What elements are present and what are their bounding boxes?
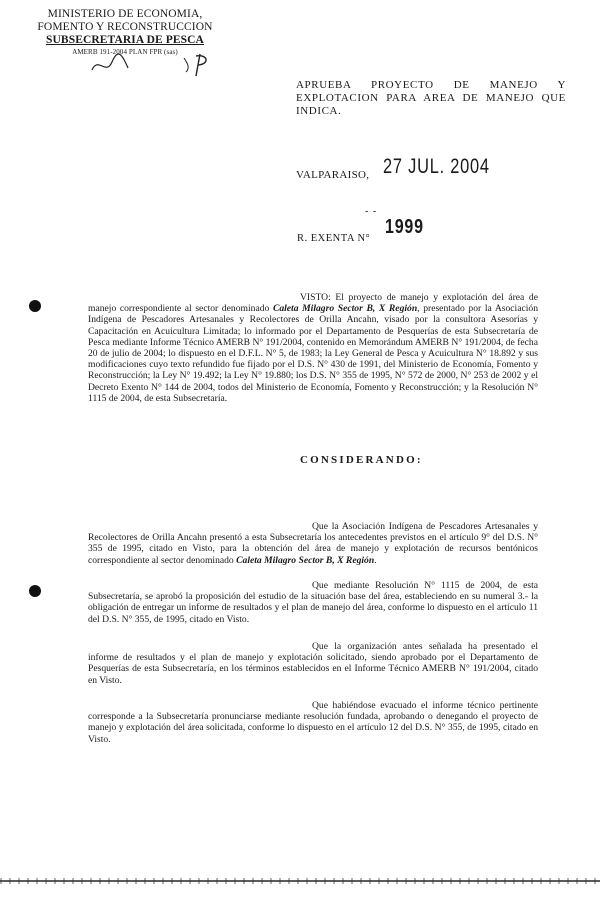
- resolution-number: 1999: [385, 216, 424, 238]
- number-dashes: - -: [365, 206, 378, 217]
- considerando-paragraph-3: [88, 641, 538, 686]
- ministry-line-2: FOMENTO Y RECONSTRUCCION: [37, 21, 213, 33]
- initials-signature-icon: [88, 48, 218, 78]
- punch-hole: [29, 585, 41, 597]
- punch-hole: [29, 300, 41, 312]
- p1-text-1: Que la Asociación Indígena de Pescadores Artesanales y Recolectores de Orilla Ancahn presentó a esta Subsecretaría los antecedentes previstos en el artículo 9° del D.S. N° 355 de 1995, citado en Visto, para la obtención del área de manejo y explotación de recursos bentónicos correspondiente al sector denominado: [88, 521, 538, 566]
- p1-emphasis: Caleta Milagro Sector B, X Región: [236, 554, 375, 566]
- reference-code: AMERB 191-2004 PLAN FPR (sas): [72, 48, 178, 56]
- p3-text: Que la organización antes señalada ha presentado el informe de resultados y el plan de manejo y explotación solicitado, siendo aprobado por el Departamento de Pesquerías de esta Subsecretaría, en los términos establecidos en el Informe Técnico AMERB N° 191/2004, citado en Visto.: [88, 641, 538, 686]
- visto-label: VISTO:: [300, 292, 331, 303]
- considerando-paragraph-2: [88, 580, 538, 625]
- resolution-prefix: R. EXENTA: [297, 233, 355, 244]
- date-stamp: 27 JUL. 2004: [383, 155, 490, 178]
- visto-text-2: , presentado por la Asociación Indígena de Pescadores Artesanales y Recolectores de Orilla Ancahn, visado por la consultora Asesorías y Capacitación en Acuicultura Limitada; lo informado por el Departamento de Pesquerías de esta Subsecretaría de Pesca mediante Informe Técnico AMERB N° 191/2004, contenido en Memorándum AMERB N° 191/2004, de fecha 20 de julio de 2004; lo dispuesto en el D.F.L. N° 5, de 1983; la Ley General de Pesca y Acuicultura N° 18.892 y sus modificaciones cuyo texto refundido fue fijado por el D.S. N° 430 de 1991, del Ministerio de Economía, Fomento y Reconstrucción; la Ley N° 19.492; la Ley N° 19.880; los D.S. N° 355 de 1995, N° 572 de 2000, N° 253 de 2002 y el Decreto Exento N° 144 de 2004, todos del Ministerio de Economía, Fomento y Reconstrucción; y la Resolución N° 1115 de 2004, de esta Subsecretaría.: [88, 303, 538, 404]
- scan-edge-line: [0, 880, 600, 882]
- considerando-paragraph-4: [88, 700, 538, 745]
- resolution-label: [297, 233, 370, 244]
- subsecretaria-line: SUBSECRETARIA DE PESCA: [46, 34, 204, 46]
- visto-emphasis: Caleta Milagro Sector B, X Región: [272, 303, 418, 315]
- resolution-no-label: N°: [357, 233, 371, 244]
- place-label: VALPARAISO,: [296, 169, 370, 181]
- considerando-paragraph-1: [88, 521, 538, 566]
- visto-paragraph: [88, 292, 538, 404]
- p2-text: Que mediante Resolución N° 1115 de 2004, de esta Subsecretaría, se aprobó la proposición del estudio de la situación base del área, estableciendo en su numeral 3.- la obligación de entregar un informe de resultados y el plan de manejo del área, conforme lo dispuesto en el artículo 11 del D.S. N° 355, de 1995, citado en Visto.: [88, 580, 538, 625]
- p4-text: Que habiéndose evacuado el informe técnico pertinente corresponde a la Subsecretaría pronunciarse mediante resolución fundada, aprobando o denegando el proyecto de manejo y explotación del área solicitada, conforme lo dispuesto en el artículo 12 del D.S. N° 355, de 1995, citado en Visto.: [88, 700, 538, 745]
- p1-text-2: .: [374, 554, 377, 566]
- resolution-title: APRUEBA PROYECTO DE MANEJO Y EXPLOTACION PARA AREA DE MANEJO QUE INDICA.: [296, 79, 566, 117]
- considerando-heading: CONSIDERANDO:: [300, 454, 423, 466]
- visto-text-1: El proyecto de manejo y explotación del área de manejo correspondiente al sector denominado: [88, 292, 538, 315]
- ministry-line-1: MINISTERIO DE ECONOMIA,: [47, 8, 203, 20]
